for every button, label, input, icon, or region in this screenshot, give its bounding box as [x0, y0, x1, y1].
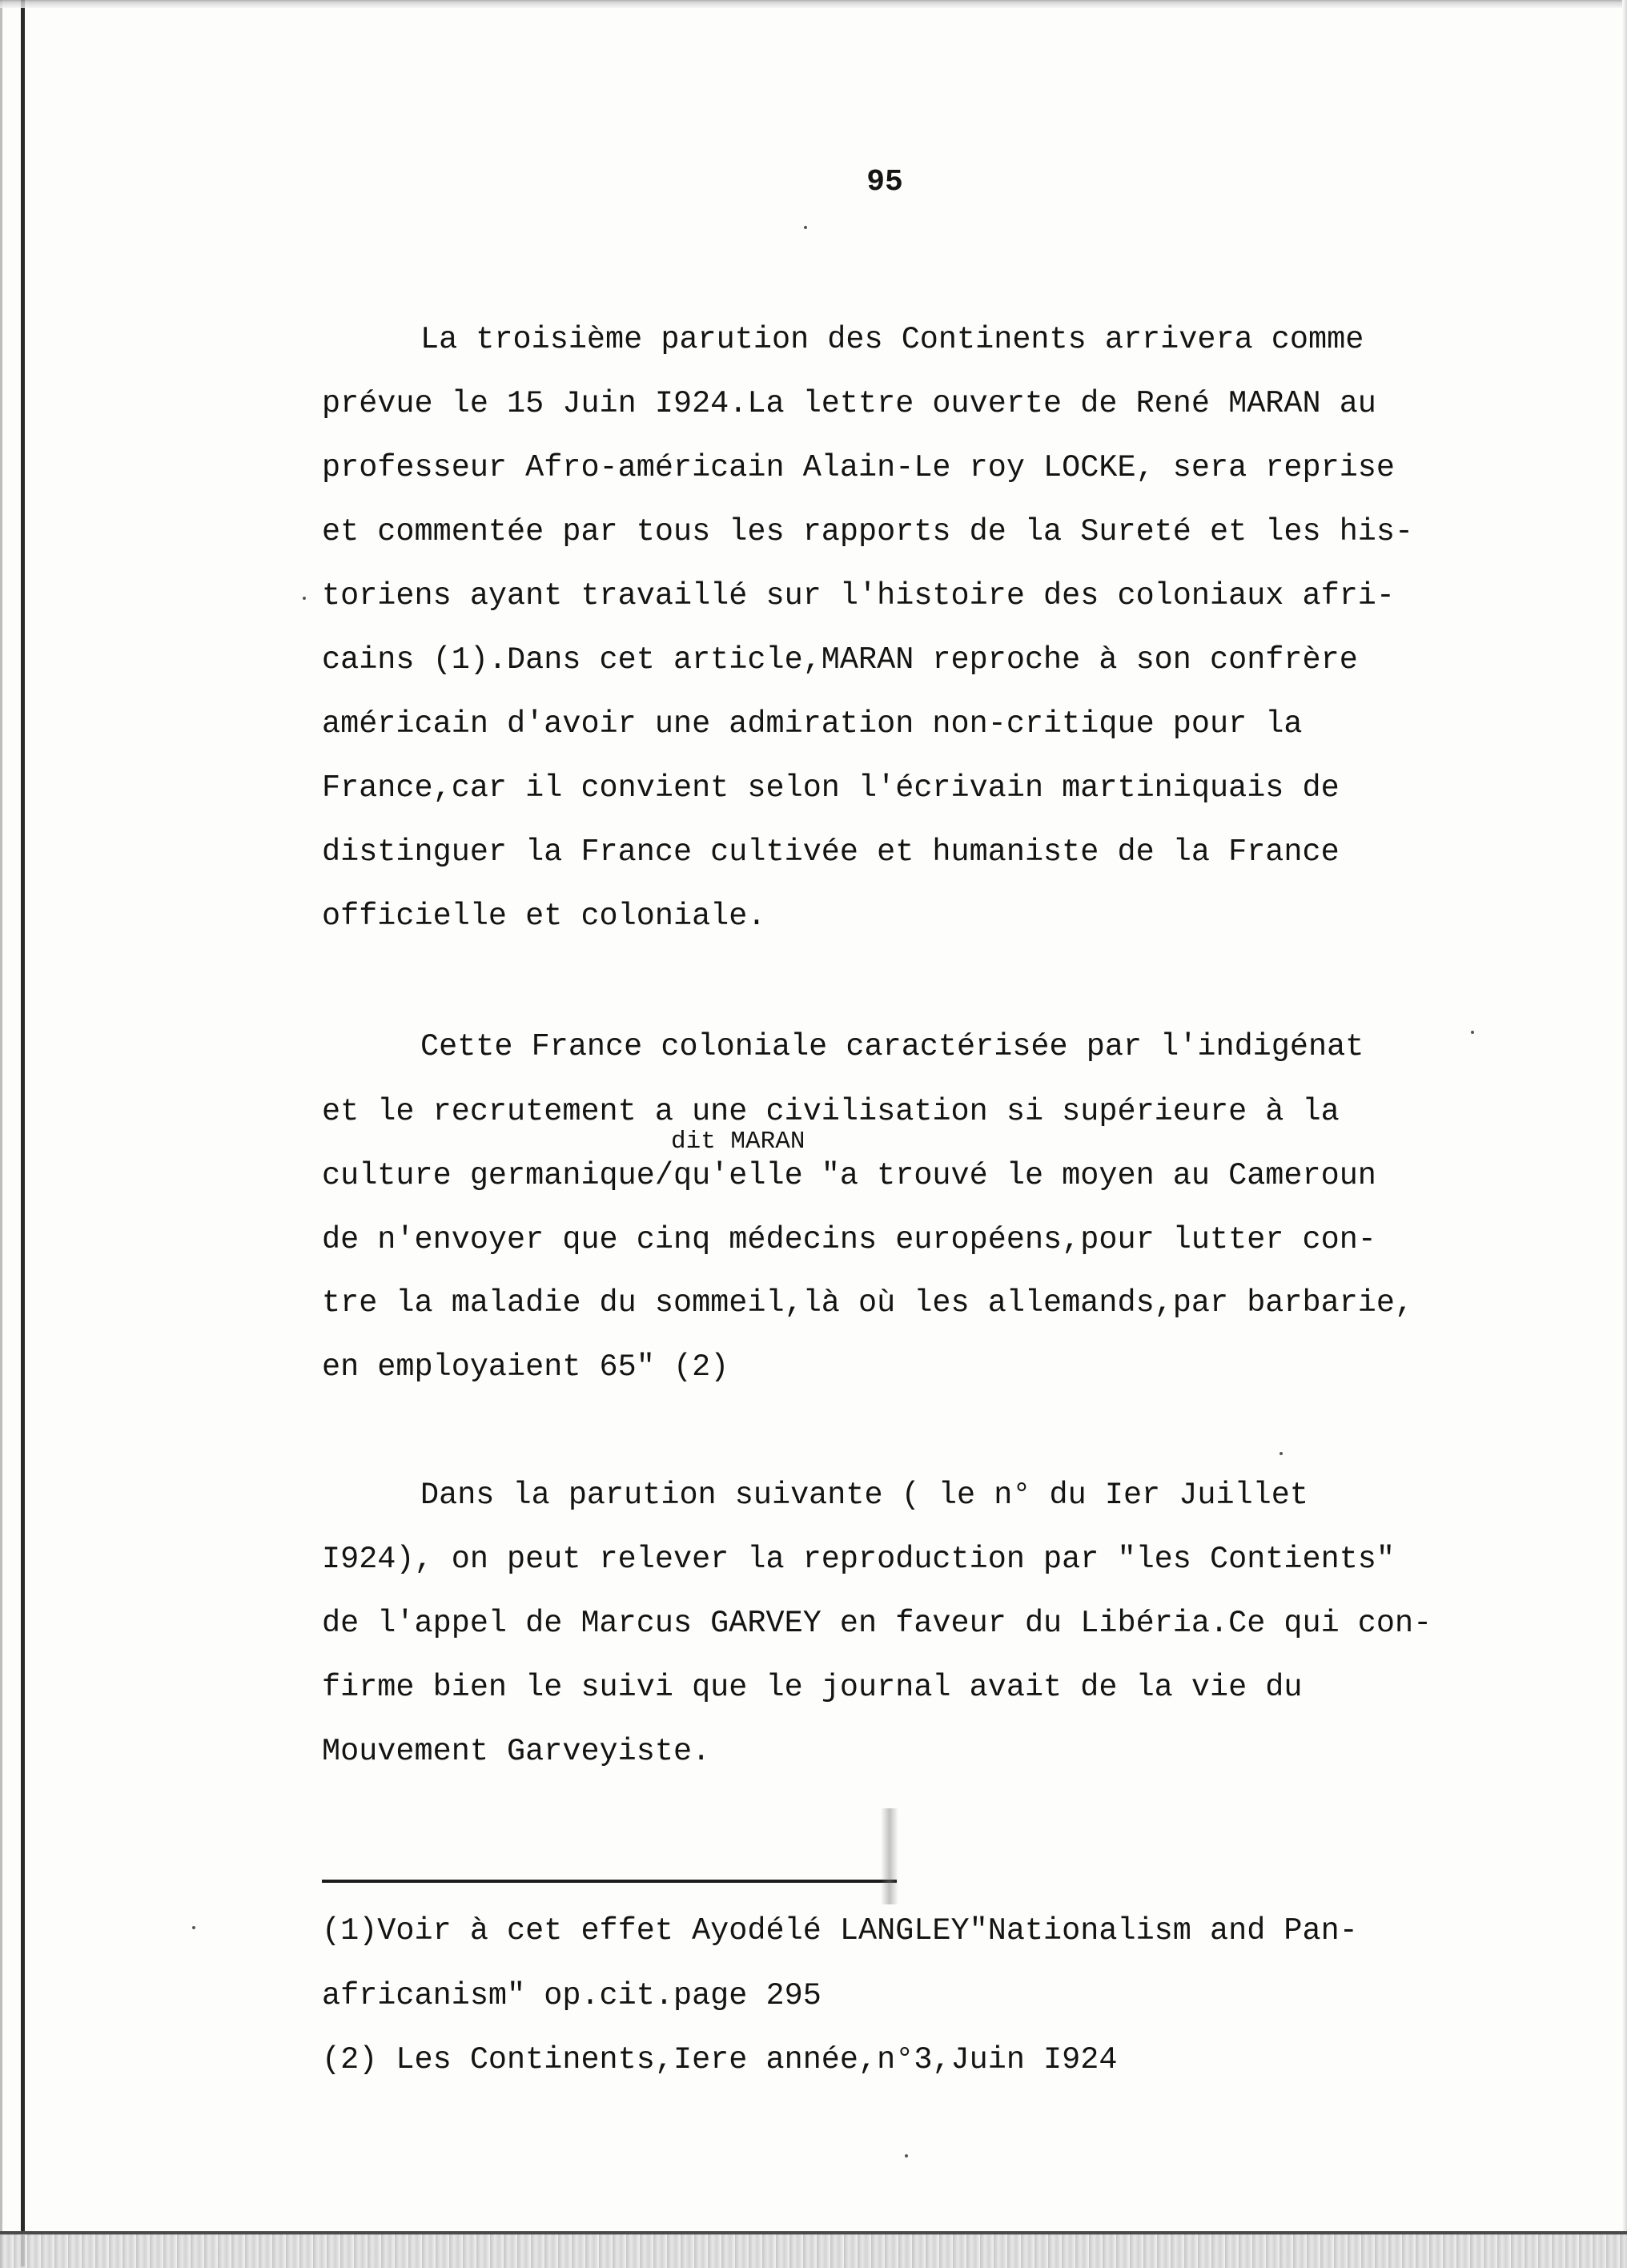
scan-edge-right	[1622, 0, 1627, 2268]
paragraph-2-line-5: tre la maladie du sommeil,là où les allemands,par barbarie,	[322, 1285, 1414, 1321]
paragraph-1-line-8: France,car il convient selon l'écrivain martiniquais de	[322, 770, 1340, 806]
paragraph-1-line-2: prévue le 15 Juin I924.La lettre ouverte de René MARAN au	[322, 386, 1376, 421]
paragraph-3-line-5: Mouvement Garveyiste.	[322, 1734, 711, 1769]
scan-speck	[1471, 1031, 1474, 1034]
paragraph-1-line-10: officielle et coloniale.	[322, 899, 766, 934]
paragraph-2-line-3: culture germanique/qu'elle "a trouvé le moyen au Cameroun	[322, 1158, 1376, 1193]
scan-edge-bottom	[0, 2234, 1627, 2268]
paragraph-1-line-5: toriens ayant travaillé sur l'histoire des coloniaux afri-	[322, 578, 1396, 613]
scan-edge-top	[0, 0, 1627, 8]
scan-speck	[905, 2154, 908, 2157]
paragraph-1-line-4: et commentée par tous les rapports de la Sureté et les his-	[322, 514, 1414, 549]
paragraph-3-line-4: firme bien le suivi que le journal avait de la vie du	[322, 1670, 1303, 1705]
scan-speck	[192, 1926, 195, 1929]
paragraph-2-line-1: Cette France coloniale caractérisée par l'indigénat	[420, 1029, 1364, 1064]
scan-speck	[804, 226, 807, 229]
page-number: 95	[866, 165, 903, 199]
paragraph-2-line-6: en employaient 65" (2)	[322, 1349, 729, 1385]
scan-edge-left	[21, 0, 25, 2266]
footnote-separator	[322, 1880, 897, 1883]
paragraph-2-line-2: et le recrutement a une civilisation si supérieure à la	[322, 1094, 1340, 1129]
paragraph-3-line-3: de l'appel de Marcus GARVEY en faveur du Libéria.Ce qui con-	[322, 1606, 1432, 1641]
footnote-1-line-1: (1)Voir à cet effet Ayodélé LANGLEY"Nationalism and Pan-	[322, 1913, 1358, 1948]
paragraph-1-line-6: cains (1).Dans cet article,MARAN reproche à son confrère	[322, 642, 1358, 678]
scan-speck	[1280, 1452, 1283, 1455]
paragraph-3-line-2: I924), on peut relever la reproduction par "les Contients"	[322, 1542, 1396, 1577]
paragraph-1-line-7: américain d'avoir une admiration non-critique pour la	[322, 706, 1303, 742]
paragraph-2-line-4: de n'envoyer que cinq médecins européens,pour lutter con-	[322, 1222, 1376, 1257]
paragraph-3-line-1: Dans la parution suivante ( le n° du Ier Juillet	[420, 1478, 1308, 1513]
footnote-2: (2) Les Continents,Iere année,n°3,Juin I924	[322, 2042, 1118, 2077]
footnote-1-line-2: africanism" op.cit.page 295	[322, 1978, 822, 2013]
interlinear-insert: dit MARAN	[671, 1128, 805, 1156]
scan-edge-left-outer	[0, 0, 2, 2268]
paragraph-1-line-9: distinguer la France cultivée et humaniste de la France	[322, 834, 1340, 870]
scan-artifact	[881, 1808, 898, 1904]
scan-speck	[303, 597, 306, 600]
paragraph-1-line-1: La troisième parution des Continents arrivera comme	[420, 322, 1364, 357]
paragraph-1-line-3: professeur Afro-américain Alain-Le roy LOCKE, sera reprise	[322, 450, 1396, 485]
